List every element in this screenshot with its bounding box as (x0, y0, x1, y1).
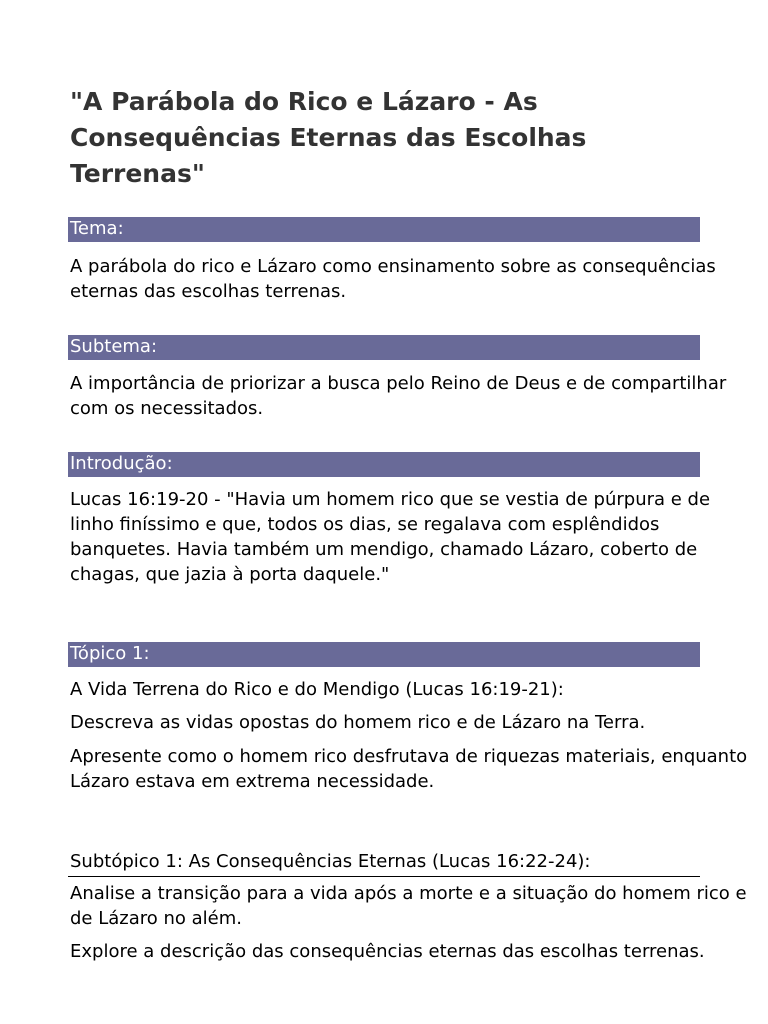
tema-text: A parábola do rico e Lázaro como ensinamento sobre as consequências eternas das escolhas terrenas. (70, 256, 716, 302)
subtopico-1-divider (68, 876, 700, 877)
subtopico-1-paragraph: Analise a transição para a vida após a morte e a situação do homem rico e de Lázaro no além. (70, 883, 747, 929)
subtema-text: A importância de priorizar a busca pelo Reino de Deus e de compartilhar com os necessitados. (70, 373, 727, 419)
section-header-topico-1: Tópico 1: (68, 642, 700, 667)
section-header-subtema: Subtema: (68, 335, 700, 360)
subtopico-1-paragraph: Explore a descrição das consequências eternas das escolhas terrenas. (70, 941, 705, 962)
introducao-text: Lucas 16:19-20 - "Havia um homem rico que se vestia de púrpura e de linho finíssimo e que, todos os dias, se regalava com esplêndidos banquetes. Havia também um mendigo, chamado Lázaro, coberto de chagas, que jazia à porta daquele." (70, 489, 711, 585)
document-title: "A Parábola do Rico e Lázaro - As Consequências Eternas das Escolhas Terrenas" (70, 87, 587, 188)
topico-1-paragraph: Descreva as vidas opostas do homem rico e de Lázaro na Terra. (70, 712, 646, 733)
subtopico-1-heading: Subtópico 1: As Consequências Eternas (Lucas 16:22-24): (70, 851, 591, 872)
topico-1-paragraph: A Vida Terrena do Rico e do Mendigo (Lucas 16:19-21): (70, 679, 564, 700)
section-header-tema: Tema: (68, 217, 700, 242)
topico-1-paragraph: Apresente como o homem rico desfrutava de riquezas materiais, enquanto Lázaro estava em extrema necessidade. (70, 746, 748, 792)
section-header-introducao: Introdução: (68, 452, 700, 477)
